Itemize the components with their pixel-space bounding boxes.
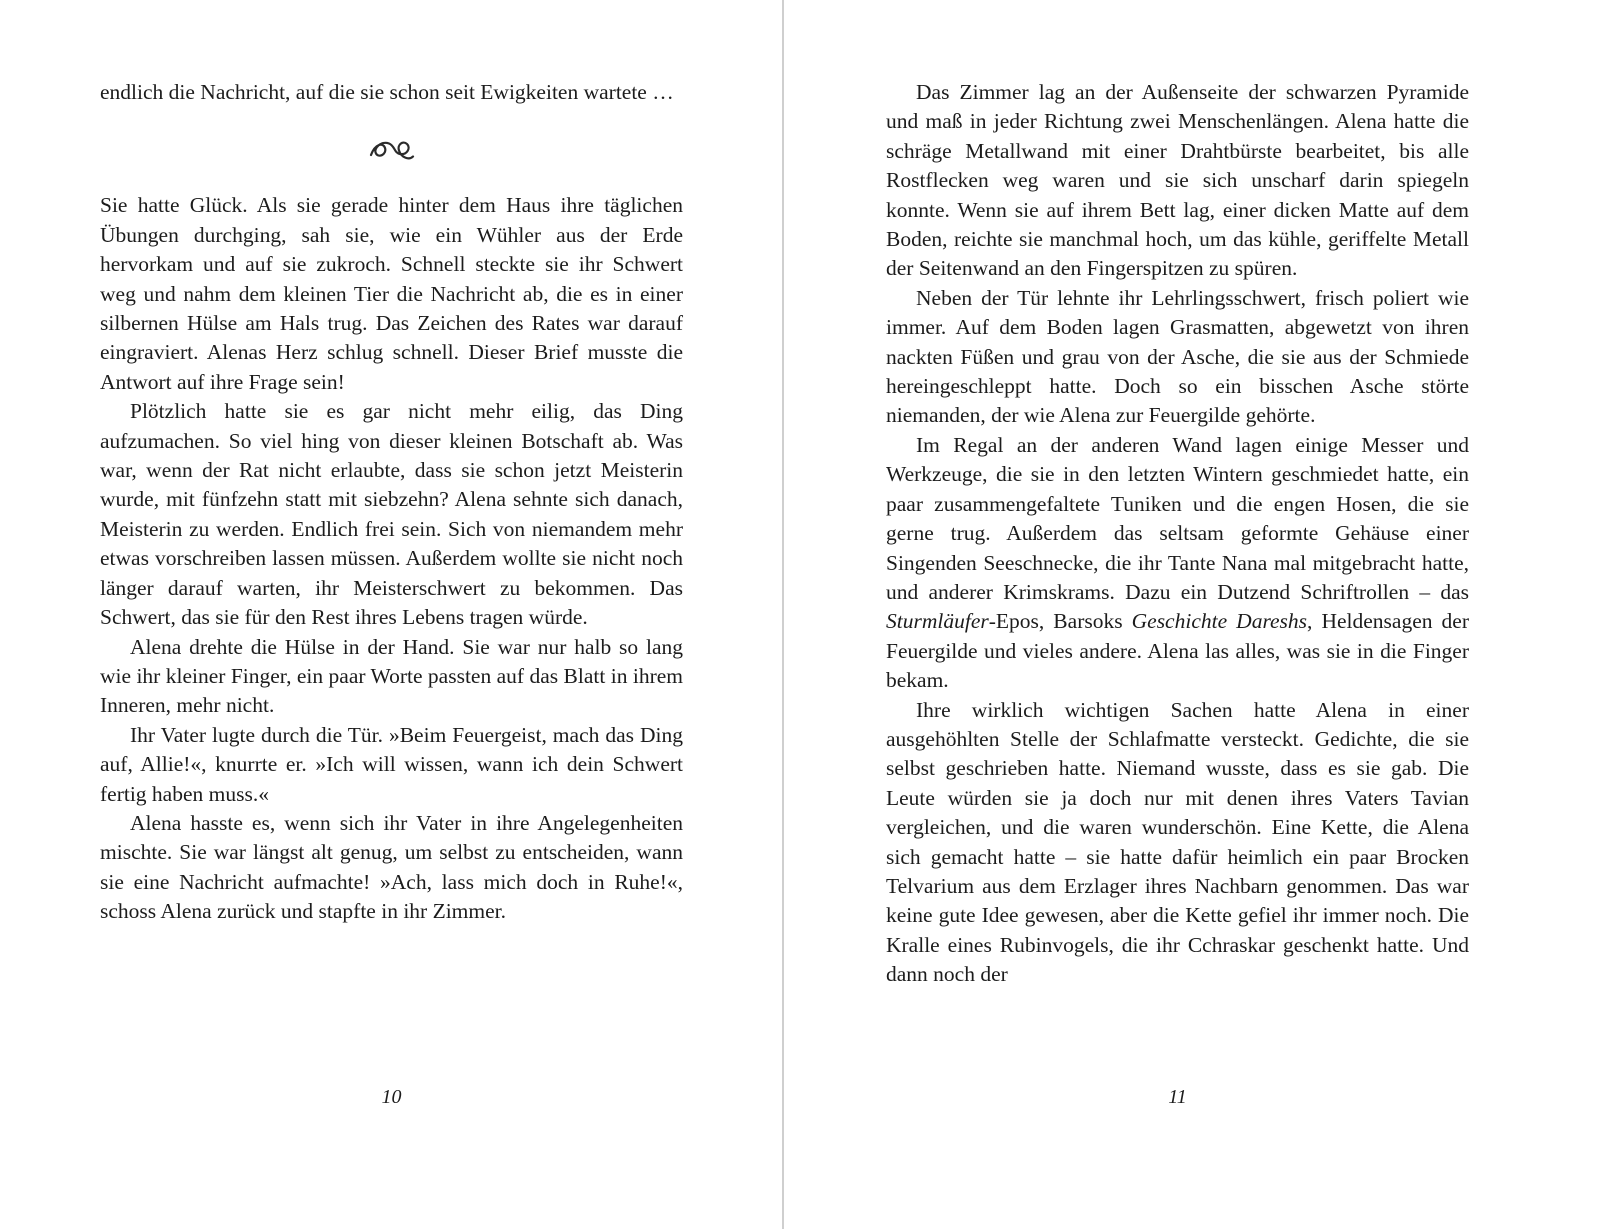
text-run: -Epos, Barsoks	[988, 609, 1132, 634]
text-run: , Heldensagen der Feuergilde und vieles andere. Alena las alles, was sie in die Finger bekam.	[886, 609, 1469, 693]
paragraph	[886, 284, 1469, 431]
paragraph	[886, 78, 1469, 284]
page-number-right: 11	[1168, 1086, 1187, 1108]
text-run: Ihr Vater lugte durch die Tür. »Beim Feuergeist, mach das Ding auf, Allie!«, knurrte er. »Ich will wissen, wann ich dein Schwert fertig haben muss.«	[100, 722, 683, 806]
section-divider-flourish	[100, 134, 683, 166]
text-run: Alena drehte die Hülse in der Hand. Sie war nur halb so lang wie ihr kleiner Finger, ein paar Worte passten auf das Blatt in ihrem Inneren, mehr nicht.	[100, 634, 683, 718]
flourish-icon	[368, 134, 416, 166]
text-run: Ihre wirklich wichtigen Sachen hatte Alena in einer ausgehöhlten Stelle der Schlafmatte versteckt. Gedichte, die sie selbst geschrieben hatte. Niemand wusste, dass es sie gab. Die Leute würden sie ja doch nur mit denen ihres Vaters Tavian vergleichen, und die waren wunderschön. Eine Kette, die Alena sich gemacht hatte – sie hatte dafür heimlich ein paar Brocken Telvarium aus dem Erzlager ihres Nachbarn genommen. Das war keine gute Idee gewesen, aber die Kette gefiel ihr immer noch. Die Kralle eines Rubinvogels, die ihr Cchraskar geschenkt hatte. Und dann noch der	[886, 697, 1469, 987]
page-right-text	[886, 78, 1469, 990]
italic-text-run: Sturmläufer	[886, 609, 989, 634]
text-run: Sie hatte Glück. Als sie gerade hinter dem Haus ihre täglichen Übungen durchging, sah sie, wie ein Wühler aus der Erde hervorkam und auf sie zukroch. Schnell steckte sie ihr Schwert weg und nahm dem kleinen Tier die Nachricht ab, die es in einer silbernen Hülse am Hals trug. Das Zeichen des Rates war darauf eingraviert. Alenas Herz schlug schnell. Dieser Brief musste die Antwort auf ihre Frage sein!	[100, 193, 683, 394]
text-run: endlich die Nachricht, auf die sie schon seit Ewigkeiten wartete …	[100, 80, 674, 104]
paragraph	[100, 809, 683, 927]
page-gutter-divider	[782, 0, 784, 1229]
text-run: Plötzlich hatte sie es gar nicht mehr eilig, das Ding aufzumachen. So viel hing von dieser kleinen Botschaft ab. Was war, wenn der Rat nicht erlaubte, dass sie schon jetzt Meisterin wurde, mit fünfzehn statt mit siebzehn? Alena sehnte sich danach, Meisterin zu werden. Endlich frei sein. Sich von niemandem mehr etwas vorschreiben lassen müssen. Außerdem wollte sie nicht noch länger darauf warten, ihr Meisterschwert zu bekommen. Das Schwert, das sie für den Rest ihres Lebens tragen würde.	[100, 399, 683, 630]
paragraph	[886, 431, 1469, 696]
paragraph	[100, 191, 683, 397]
page-number-left: 10	[381, 1086, 402, 1108]
text-run: Neben der Tür lehnte ihr Lehrlingsschwert, frisch poliert wie immer. Auf dem Boden lagen Grasmatten, abgewetzt von ihren nackten Füßen und grau von der Asche, die sie aus der Schmiede hereingeschleppt hatte. Doch so ein bisschen Asche störte niemanden, der wie Alena zur Feuergilde gehörte.	[886, 285, 1469, 428]
paragraph	[100, 721, 683, 809]
text-run: Das Zimmer lag an der Außenseite der schwarzen Pyramide und maß in jeder Richtung zwei Menschenlängen. Alena hatte die schräge Metallwand mit einer Drahtbürste bearbeitet, bis alle Rostflecken weg waren und sie sich unscharf darin spiegeln konnte. Wenn sie auf ihrem Bett lag, einer dicken Matte auf dem Boden, reichte sie manchmal hoch, um das kühle, geriffelte Metall der Seitenwand an den Fingerspitzen zu spüren.	[886, 80, 1469, 281]
paragraph	[100, 78, 683, 107]
italic-text-run: Geschichte Dareshs	[1131, 609, 1308, 634]
page-left-text	[100, 78, 683, 927]
paragraph	[100, 397, 683, 632]
paragraph	[100, 633, 683, 721]
text-run: Im Regal an der anderen Wand lagen einige Messer und Werkzeuge, die sie in den letzten Wintern geschmiedet hatte, ein paar zusammengefaltete Tuniken und die engen Hosen, die sie gerne trug. Außerdem das seltsam geformte Gehäuse einer Singenden Seeschnecke, die ihr Tante Nana mal mitgebracht hatte, und anderer Krimskrams. Dazu ein Dutzend Schriftrollen – das	[886, 432, 1469, 604]
text-run: Alena hasste es, wenn sich ihr Vater in ihre Angelegenheiten mischte. Sie war längst alt genug, um selbst zu entscheiden, wann sie eine Nachricht aufmachte! »Ach, lass mich doch in Ruhe!«, schoss Alena zurück und stapfte in ihr Zimmer.	[100, 810, 683, 924]
paragraph	[886, 696, 1469, 990]
